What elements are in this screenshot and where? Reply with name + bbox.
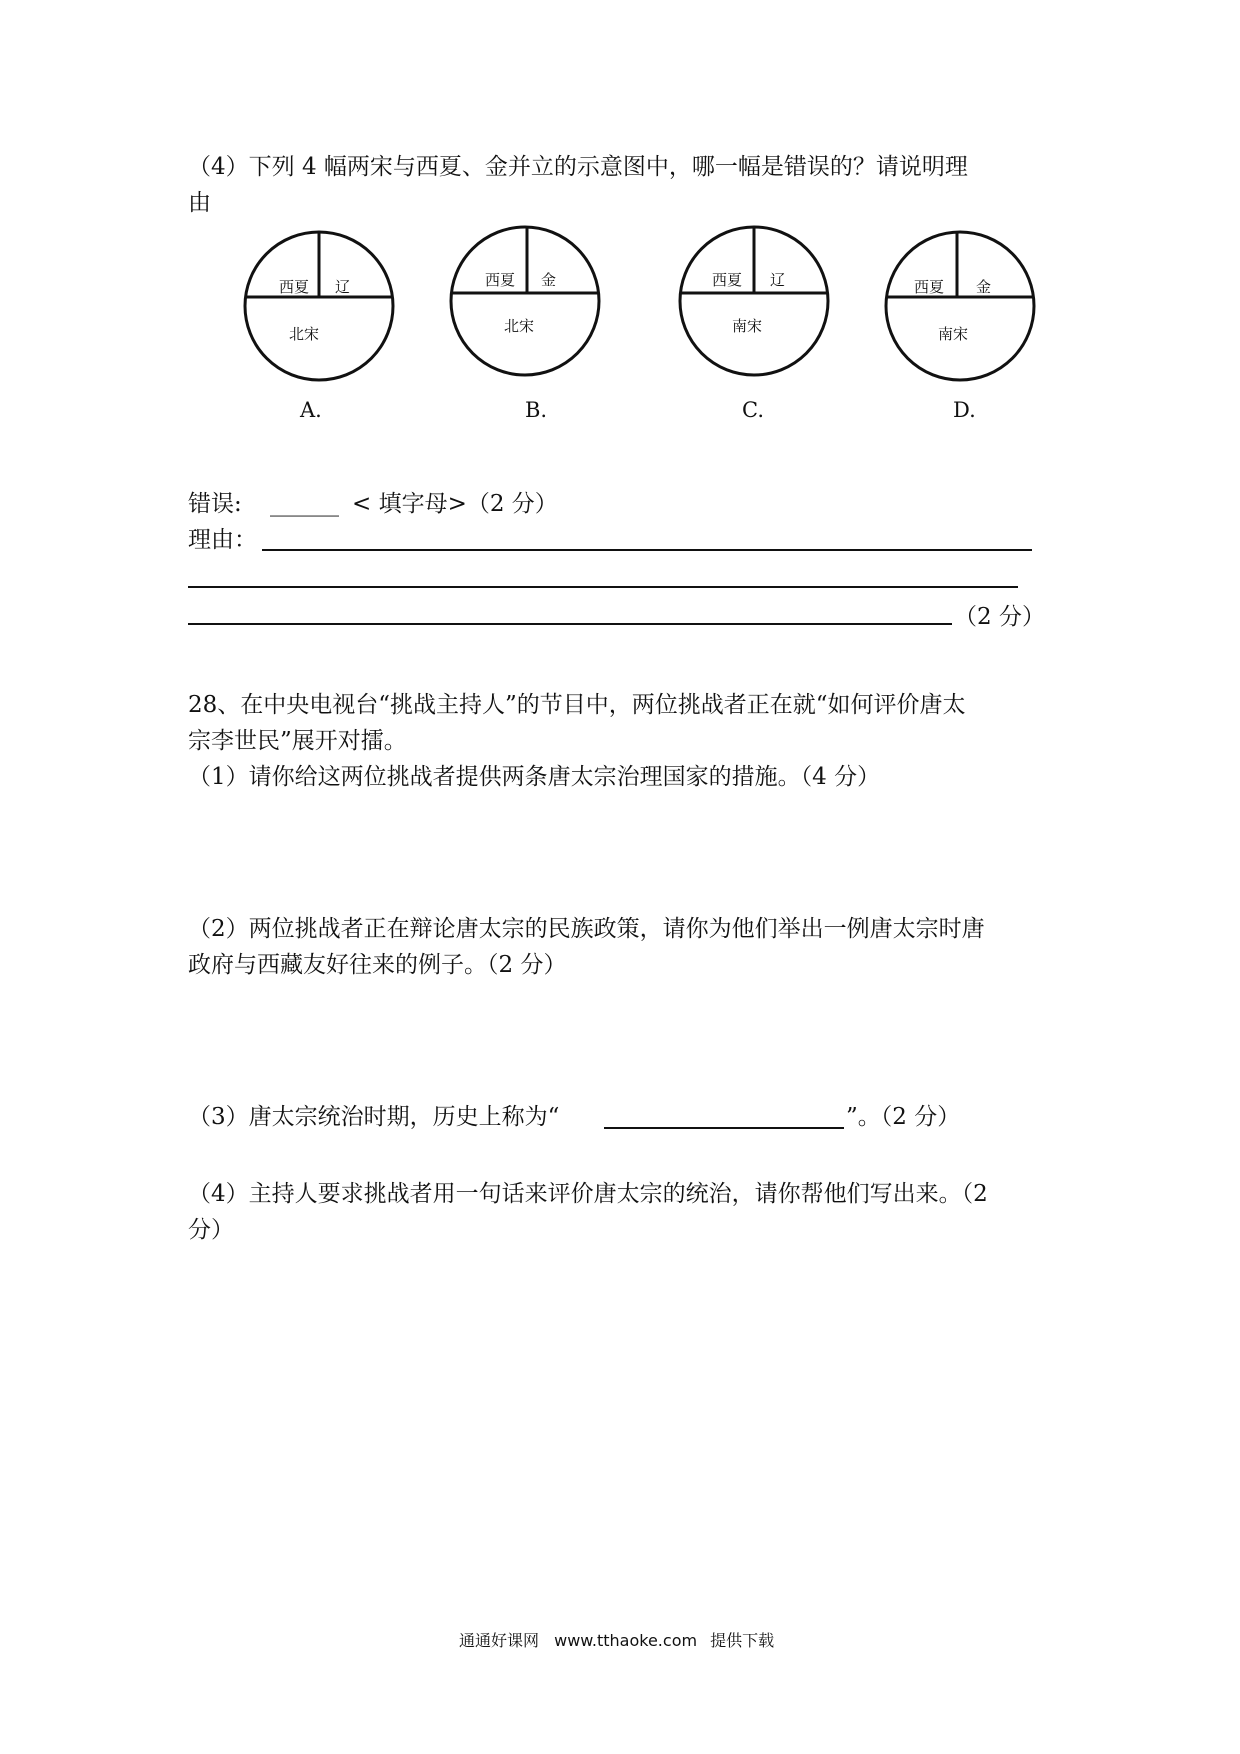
q27-4-line2: 由 bbox=[188, 190, 211, 216]
diagram-b-bottom: 北宋 bbox=[504, 317, 535, 335]
diagram-d-bottom: 南宋 bbox=[938, 325, 969, 343]
reason-score: （2 分） bbox=[954, 604, 1045, 630]
error-blank[interactable]: ______ bbox=[270, 491, 339, 517]
diagram-d-top-right: 金 bbox=[976, 278, 992, 296]
q28-sub1: （1）请你给这两位挑战者提供两条唐太宗治理国家的措施。（4 分） bbox=[188, 764, 881, 790]
q28-sub4-line1: （4）主持人要求挑战者用一句话来评价唐太宗的统治，请你帮他们写出来。（2 bbox=[188, 1181, 988, 1207]
q27-4-line1: （4）下列 4 幅两宋与西夏、金并立的示意图中，哪一幅是错误的？请说明理 bbox=[188, 154, 968, 180]
diagram-c-circle bbox=[678, 225, 830, 377]
diagram-b bbox=[449, 225, 601, 377]
option-d-label: D. bbox=[953, 398, 976, 422]
diagram-d bbox=[884, 230, 1036, 382]
error-hint: < 填字母>（2 分） bbox=[352, 491, 558, 517]
diagram-d-top-left: 西夏 bbox=[914, 278, 945, 296]
diagram-a-top-right: 辽 bbox=[335, 278, 351, 296]
diagram-a-circle bbox=[243, 230, 395, 382]
diagram-c bbox=[678, 225, 830, 377]
option-b-label: B. bbox=[525, 398, 548, 422]
diagram-a bbox=[243, 230, 395, 382]
error-label: 错误: bbox=[188, 491, 242, 517]
reason-label: 理由： bbox=[188, 527, 257, 553]
reason-answer-line-1[interactable] bbox=[262, 549, 1032, 551]
diagram-c-top-right: 辽 bbox=[770, 271, 786, 289]
reason-answer-line-3[interactable] bbox=[188, 623, 952, 625]
q28-sub2-line2: 政府与西藏友好往来的例子。（2 分） bbox=[188, 952, 567, 978]
diagram-c-bottom: 南宋 bbox=[732, 317, 763, 335]
q28-sub4-line2: 分） bbox=[188, 1217, 234, 1243]
reason-answer-line-2[interactable] bbox=[188, 586, 1018, 588]
diagram-b-circle bbox=[449, 225, 601, 377]
q28-intro-line2: 宗李世民”展开对擂。 bbox=[188, 728, 407, 754]
diagram-b-top-right: 金 bbox=[541, 271, 557, 289]
footer-url[interactable]: www.tthaoke.com bbox=[554, 1631, 698, 1650]
q28-intro-line1: 28、在中央电视台“挑战主持人”的节目中，两位挑战者正在就“如何评价唐太 bbox=[188, 692, 966, 718]
diagram-b-top-left: 西夏 bbox=[485, 271, 516, 289]
diagram-a-top-left: 西夏 bbox=[279, 278, 310, 296]
diagram-a-bottom: 北宋 bbox=[289, 325, 320, 343]
option-a-label: A. bbox=[300, 398, 322, 422]
q28-sub3-suffix: ”。（2 分） bbox=[846, 1104, 961, 1130]
footer-site-name: 通通好课网 bbox=[459, 1631, 540, 1650]
diagram-c-top-left: 西夏 bbox=[712, 271, 743, 289]
diagram-d-circle bbox=[884, 230, 1036, 382]
option-c-label: C. bbox=[742, 398, 764, 422]
footer-suffix: 提供下载 bbox=[710, 1631, 775, 1650]
q28-sub3-prefix: （3）唐太宗统治时期，历史上称为“ bbox=[188, 1104, 560, 1130]
q28-sub2-line1: （2）两位挑战者正在辩论唐太宗的民族政策，请你为他们举出一例唐太宗时唐 bbox=[188, 916, 985, 942]
q28-sub3-blank[interactable] bbox=[604, 1127, 844, 1129]
footer bbox=[459, 1628, 774, 1651]
